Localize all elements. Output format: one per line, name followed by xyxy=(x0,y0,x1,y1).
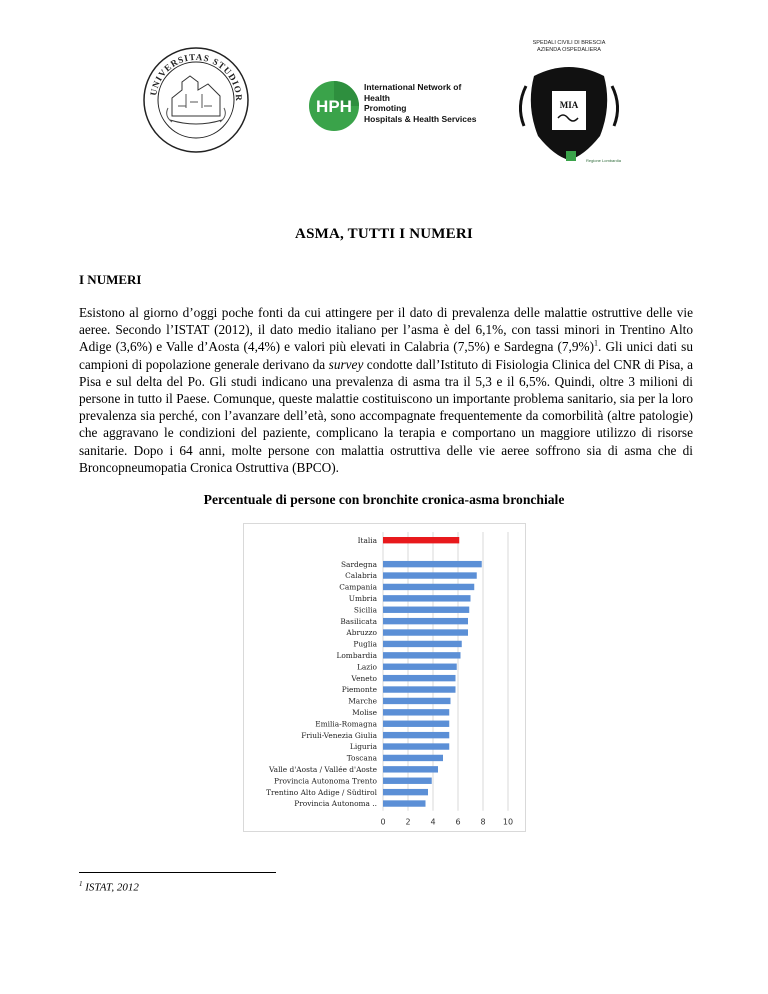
category-label: Marche xyxy=(348,696,377,706)
category-label: Umbria xyxy=(348,594,377,604)
category-label: Liguria xyxy=(349,742,377,752)
university-ring-text: UNIVERSITAS STUDIOR xyxy=(148,51,245,102)
category-label: Calabria xyxy=(345,571,377,581)
x-tick-label: 4 xyxy=(430,817,436,827)
footnote xyxy=(79,880,139,894)
category-label: Emilia-Romagna xyxy=(315,719,377,729)
chart-title: Percentuale di persone con bronchite cronica-asma bronchiale xyxy=(203,492,565,507)
category-label: Italia xyxy=(357,535,377,545)
footnote-rule xyxy=(79,872,276,873)
footnote-reference[interactable]: 1 xyxy=(594,338,599,348)
hph-line-1: International Network of xyxy=(364,82,462,92)
category-label: Valle d'Aosta / Vallée d'Aoste xyxy=(269,765,377,775)
category-label: Provincia Autonoma .. xyxy=(294,799,377,809)
bar xyxy=(383,778,432,784)
bar-chart-svg xyxy=(244,524,525,831)
bar xyxy=(383,709,449,715)
bar xyxy=(383,698,451,704)
bar xyxy=(383,800,426,806)
bar xyxy=(383,652,461,658)
bar-chart xyxy=(243,523,526,832)
category-label: Molise xyxy=(352,708,377,718)
bar xyxy=(383,686,456,692)
bar xyxy=(383,641,462,647)
bar xyxy=(383,789,428,795)
hph-line-2: Health xyxy=(364,92,390,103)
section-heading: I NUMERI xyxy=(79,272,142,287)
category-label: Abruzzo xyxy=(346,628,377,638)
bar xyxy=(383,732,449,738)
hph-logo xyxy=(308,78,498,136)
category-label: Toscana xyxy=(346,753,377,763)
paragraph-part-1: Esistono al giorno d’oggi poche fonti da cui attingere per il dato di prevalenza delle malattie ostruttive delle vie aeree. Secondo l’ISTAT (2012), il dato medio italiano per l’asma è del 6,1%, con tassi minori in Trentino Alto Adige (3,6%) e Valle d’Aosta (4,4%) e valori più elevati in Calabria (7,5%) e Sardegna (7,9%) xyxy=(79,305,693,355)
category-label: Friuli-Venezia Giulia xyxy=(301,730,377,740)
category-label: Trentino Alto Adige / Südtirol xyxy=(266,787,377,797)
spedali-civili-logo xyxy=(514,40,624,170)
university-seal-logo xyxy=(142,46,250,154)
x-tick-label: 0 xyxy=(380,817,386,827)
spedali-caption-1: SPEDALI CIVILI DI BRESCIA xyxy=(532,40,606,46)
bar xyxy=(383,572,477,578)
category-label: Sardegna xyxy=(340,559,377,569)
bar xyxy=(383,618,468,624)
category-label: Sicilia xyxy=(353,605,377,615)
footnote-text: ISTAT, 2012 xyxy=(85,881,139,894)
document-title: ASMA, TUTTI I NUMERI xyxy=(295,226,473,242)
region-lombardia-text: Regione Lombardia xyxy=(586,158,621,163)
svg-text:UNIVERSITAS STUDIORUM BRIXIAE xyxy=(142,46,244,102)
category-label: Provincia Autonoma Trento xyxy=(273,776,377,786)
bar xyxy=(383,721,449,727)
hph-name-text xyxy=(364,82,476,124)
category-label: Campania xyxy=(339,582,377,592)
bar xyxy=(383,629,468,635)
x-tick-label: 10 xyxy=(502,817,514,827)
category-label: Veneto xyxy=(351,673,377,683)
category-label: Basilicata xyxy=(340,616,377,626)
bar xyxy=(383,743,449,749)
category-label: Lazio xyxy=(356,662,377,672)
paragraph-part-2: . Gli unici dati su campioni di popolazione generale derivano da xyxy=(79,339,693,372)
category-label: Piemonte xyxy=(341,685,377,695)
bar xyxy=(383,561,482,567)
bar xyxy=(383,766,438,772)
hph-letters: HPH xyxy=(316,97,352,116)
x-tick-label: 8 xyxy=(480,817,486,827)
bar xyxy=(383,675,456,681)
bar xyxy=(383,664,457,670)
footnote-number: 1 xyxy=(79,880,83,888)
category-label: Puglia xyxy=(353,639,377,649)
bar xyxy=(383,584,474,590)
paragraph-italic-survey: survey xyxy=(328,356,364,372)
paragraph-part-3: condotte dall’Istituto di Fisiologia Clinica del CNR di Pisa, a Pisa e sul delta del Po. Gli studi indicano una prevalenza di asma tra il 5,3 e il 6,5%. Quindi, oltre 3 milioni di persone in tutto il Paese. Comunque, queste malattie costituiscono un importante problema sanitario, sia per la loro prevalenza sia perché, con l’avanzare dell’età, sono accompagnate frequentemente da comorbilità (altre patologie) che aggravano le condizioni del paziente, complicano la terapia e comportano un maggiore utilizzo di risorse sanitarie. Dopo i 64 anni, molte persone con malattia ostruttiva delle vie aeree soffrono sia di asma che di Broncopneumopatia Cronica Ostruttiva (BPCO). xyxy=(79,356,693,475)
bar xyxy=(383,607,469,613)
x-tick-label: 6 xyxy=(455,817,461,827)
bar-highlight xyxy=(383,537,459,543)
x-tick-label: 2 xyxy=(405,817,411,827)
bar xyxy=(383,755,443,761)
category-label: Lombardia xyxy=(336,651,377,661)
hph-line-3: Promoting xyxy=(364,103,407,114)
spedali-shield-text: MIA xyxy=(559,100,579,110)
body-paragraph xyxy=(79,304,693,476)
bar xyxy=(383,595,471,601)
spedali-caption-2: AZIENDA OSPEDALIERA xyxy=(537,47,601,53)
hph-line-4: Hospitals & Health Services xyxy=(364,113,477,124)
